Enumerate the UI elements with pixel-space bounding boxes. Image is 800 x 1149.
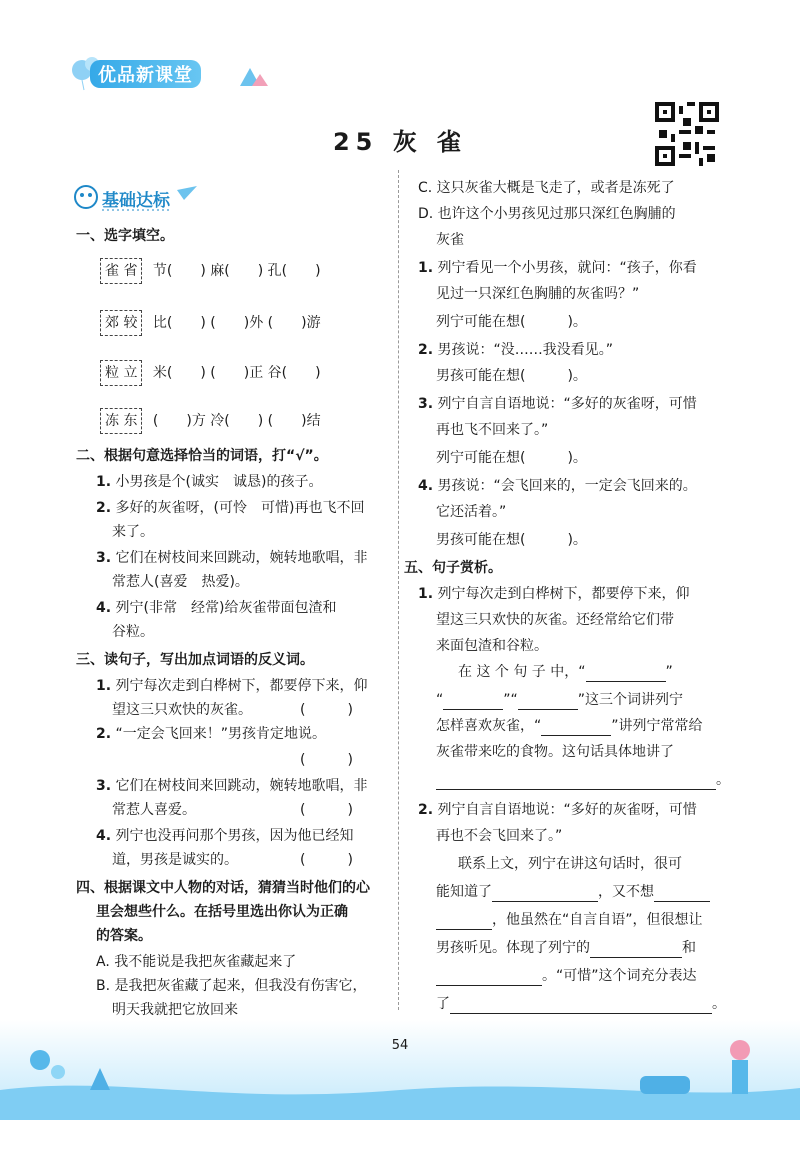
option-c: C. 这只灰雀大概是飞走了，或者是冻死了 xyxy=(418,180,675,196)
fill-text: 。 xyxy=(712,996,726,1012)
item-text: 它们在树枝间来回跳动，婉转地歌唱，非 xyxy=(115,550,368,566)
fill-line: 联系上文，列宁在讲这句话时，很可 xyxy=(458,856,682,872)
answer-paren[interactable]: ( ) xyxy=(300,852,353,868)
blank[interactable] xyxy=(443,695,503,710)
q4-heading: 四、根据课文中人物的对话，猜猜当时他们的心 xyxy=(76,880,370,896)
q4-item xyxy=(418,258,697,278)
fill-items: 比( ) ( )外 ( )游 xyxy=(152,315,321,331)
blank[interactable] xyxy=(586,667,666,682)
brand-logo xyxy=(70,48,270,92)
item-text: 它们在树枝间来回跳动，婉转地歌唱，非 xyxy=(115,778,368,794)
blank[interactable] xyxy=(654,887,710,902)
fill-items: 米( ) ( )正 谷( ) xyxy=(152,365,321,381)
blank[interactable] xyxy=(492,887,598,902)
column-divider xyxy=(398,170,399,1010)
fill-text: ”讲列宁常常给 xyxy=(611,718,703,734)
fill-text: ”“ xyxy=(503,692,518,708)
blank[interactable] xyxy=(590,943,682,958)
q2-item xyxy=(96,598,336,618)
item-number: 3. xyxy=(418,396,434,412)
option-b: B. 是我把灰雀藏了起来，但我没有伤害它， xyxy=(96,978,367,994)
item-text: 列宁自言自语地说：“多好的灰雀呀，可惜 xyxy=(437,396,697,412)
answer-line[interactable]: 列宁可能在想( )。 xyxy=(436,314,587,330)
fill-text: “ xyxy=(436,692,444,708)
q1-row xyxy=(100,310,321,336)
fill-text: 。 xyxy=(716,772,730,788)
item-text: 列宁看见一个小男孩，就问：“孩子，你看 xyxy=(437,260,697,276)
item-text-cont: 再也不会飞回来了。” xyxy=(436,828,563,844)
blank[interactable] xyxy=(436,775,716,790)
q3-item xyxy=(96,724,326,744)
fill-items: ( )方 冷( ) ( )结 xyxy=(152,413,321,429)
fill-line xyxy=(458,662,673,682)
item-number: 4. xyxy=(418,478,434,494)
item-text: 多好的灰雀呀，(可怜 可惜)再也飞不回 xyxy=(115,500,365,516)
item-number: 1. xyxy=(96,678,112,694)
q5-item xyxy=(418,800,697,820)
badge-text: 基础达标 xyxy=(102,191,170,211)
answer-line[interactable]: 列宁可能在想( )。 xyxy=(436,450,587,466)
item-number: 4. xyxy=(96,600,112,616)
item-text: 小男孩是个(诚实 诚恳)的孩子。 xyxy=(115,474,323,490)
item-text: 男孩说：“会飞回来的，一定会飞回来的。 xyxy=(437,478,697,494)
fill-line: 灰雀带来吃的食物。这句话具体地讲了 xyxy=(436,744,674,760)
item-text-cont: 望这三只欢快的灰雀。还经常给它们带 xyxy=(436,612,674,628)
answer-line[interactable]: 男孩可能在想( )。 xyxy=(436,532,587,548)
blank[interactable] xyxy=(518,695,578,710)
item-number: 2. xyxy=(418,802,434,818)
q3-heading: 三、读句子，写出加点词语的反义词。 xyxy=(76,652,314,668)
fill-line xyxy=(436,770,730,790)
q4-item xyxy=(418,340,613,360)
item-number: 3. xyxy=(96,778,112,794)
char-pair: 粒 立 xyxy=(100,360,142,386)
q4-heading-cont: 里会想些什么。在括号里选出你认为正确 xyxy=(96,904,348,920)
item-number: 2. xyxy=(96,500,112,516)
fill-line xyxy=(436,882,710,902)
q1-row xyxy=(100,360,321,386)
fill-line xyxy=(436,966,697,986)
option-d-cont: 灰雀 xyxy=(436,232,464,248)
page-number: 54 xyxy=(391,1038,409,1053)
item-text-cont: 见过一只深红色胸脯的灰雀吗？” xyxy=(436,286,640,302)
option-b-cont: 明天我就把它放回来 xyxy=(112,1002,238,1018)
fill-text: 了 xyxy=(436,996,450,1012)
brand-text: 优品新课堂 xyxy=(90,60,201,88)
char-pair: 雀 省 xyxy=(100,258,142,284)
item-text-cont: 再也飞不回来了。” xyxy=(436,422,549,438)
option-d: D. 也许这个小男孩见过那只深红色胸脯的 xyxy=(418,206,676,222)
fill-text: ”这三个词讲列宁 xyxy=(577,692,684,708)
item-text: 列宁每次走到白桦树下，都要停下来，仰 xyxy=(437,586,690,602)
blank[interactable] xyxy=(436,971,542,986)
q1-heading: 一、选字填空。 xyxy=(76,228,174,244)
fill-line xyxy=(436,994,726,1014)
fill-line xyxy=(436,938,696,958)
item-text-cont: 常惹人喜爱。 xyxy=(112,802,196,818)
q2-heading: 二、根据句意选择恰当的词语，打“√”。 xyxy=(76,448,328,464)
fill-line xyxy=(436,716,703,736)
q3-item xyxy=(96,676,368,696)
q4-item xyxy=(418,394,697,414)
fill-line xyxy=(436,690,683,710)
item-number: 4. xyxy=(96,828,112,844)
q5-heading: 五、句子赏析。 xyxy=(404,560,502,576)
answer-paren[interactable]: ( ) xyxy=(300,752,353,768)
answer-paren[interactable]: ( ) xyxy=(300,802,353,818)
item-text-cont: 望这三只欢快的灰雀。 xyxy=(112,702,252,718)
q4-heading-cont: 的答案。 xyxy=(96,928,152,944)
blank[interactable] xyxy=(541,721,611,736)
fill-items: 节( ) 麻( ) 孔( ) xyxy=(152,263,321,279)
q3-item xyxy=(96,826,354,846)
item-text: 列宁每次走到白桦树下，都要停下来，仰 xyxy=(115,678,368,694)
fill-text: ，又不想 xyxy=(598,884,654,900)
answer-line[interactable]: 男孩可能在想( )。 xyxy=(436,368,587,384)
fill-text: 能知道了 xyxy=(436,884,492,900)
char-pair: 郊 较 xyxy=(100,310,142,336)
section-badge xyxy=(72,180,202,214)
item-text: “一定会飞回来！”男孩肯定地说。 xyxy=(115,726,327,742)
fill-text: 男孩听见。体现了列宁的 xyxy=(436,940,590,956)
item-text: 列宁(非常 经常)给灰雀带面包渣和 xyxy=(115,600,337,616)
item-number: 3. xyxy=(96,550,112,566)
item-number: 2. xyxy=(96,726,112,742)
item-number: 1. xyxy=(418,586,434,602)
item-text-cont: 谷粒。 xyxy=(112,624,154,640)
item-text-cont: 它还活着。” xyxy=(436,504,507,520)
q3-item xyxy=(96,776,368,796)
page-title: 25 灰 雀 xyxy=(332,128,468,156)
fill-text: 。“可惜”这个词充分表达 xyxy=(542,968,697,984)
item-text-cont: 来面包渣和谷粒。 xyxy=(436,638,548,654)
fill-text: ” xyxy=(665,664,673,680)
fill-text: 怎样喜欢灰雀，“ xyxy=(436,718,542,734)
q2-item xyxy=(96,498,364,518)
fill-line xyxy=(436,910,703,930)
item-text-cont: 道，男孩是诚实的。 xyxy=(112,852,238,868)
item-number: 1. xyxy=(96,474,112,490)
item-text-cont: 常惹人(喜爱 热爱)。 xyxy=(112,574,249,590)
item-number: 1. xyxy=(418,260,434,276)
item-text: 男孩说：“没……我没看见。” xyxy=(437,342,614,358)
q5-item xyxy=(418,584,690,604)
q1-row xyxy=(100,408,321,434)
item-text: 列宁也没再问那个男孩，因为他已经知 xyxy=(115,828,354,844)
blank[interactable] xyxy=(450,999,712,1014)
qr-code-icon[interactable] xyxy=(655,102,719,166)
q4-item xyxy=(418,476,697,496)
footer-decoration xyxy=(0,1020,800,1120)
item-text-cont: 来了。 xyxy=(112,524,154,540)
answer-paren[interactable]: ( ) xyxy=(300,702,353,718)
option-a: A. 我不能说是我把灰雀藏起来了 xyxy=(96,954,297,970)
q2-item xyxy=(96,548,368,568)
fill-text: ，他虽然在“自言自语”，但很想让 xyxy=(492,912,703,928)
item-text: 列宁自言自语地说：“多好的灰雀呀，可惜 xyxy=(437,802,697,818)
fill-text: 和 xyxy=(682,940,696,956)
fill-text: 在 这 个 句 子 中，“ xyxy=(458,664,586,680)
item-number: 2. xyxy=(418,342,434,358)
q1-row xyxy=(100,258,321,284)
char-pair: 冻 东 xyxy=(100,408,142,434)
blank[interactable] xyxy=(436,915,492,930)
q2-item xyxy=(96,472,322,492)
